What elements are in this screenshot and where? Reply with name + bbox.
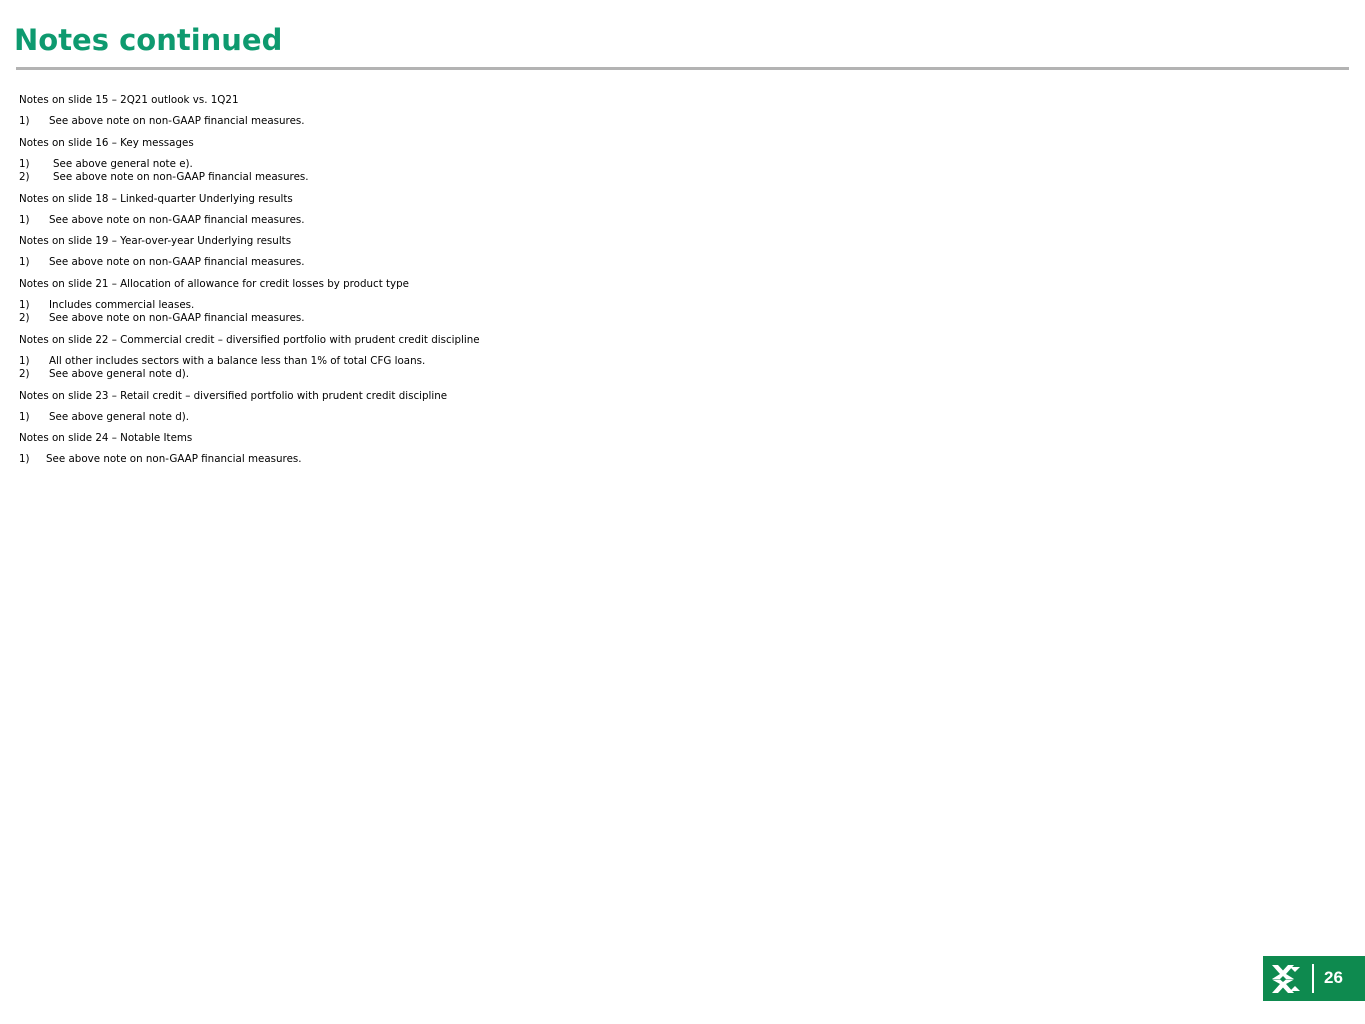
note-number: 1) [19,354,30,367]
note-text: All other includes sectors with a balance less than 1% of total CFG loans. [49,354,426,367]
notes-section-slide-18 [19,193,919,228]
title-divider [16,67,1349,70]
section-heading: Notes on slide 16 – Key messages [19,136,194,149]
note-list [19,355,919,382]
section-heading: Notes on slide 21 – Allocation of allowance for credit losses by product type [19,277,410,290]
note-number: 1) [19,157,30,170]
note-number: 1) [19,298,30,311]
note-number: 1) [19,453,30,465]
section-heading: Notes on slide 19 – Year-over-year Underlying results [19,235,292,247]
note-item [19,158,919,172]
note-list [19,115,919,129]
notes-section-slide-24 [19,432,919,467]
note-text: See above general note d). [49,368,190,380]
badge-divider [1312,964,1314,993]
note-number: 1) [19,410,30,423]
note-list [19,256,919,270]
note-item [19,453,919,467]
note-text: See above note on non-GAAP financial measures. [53,171,309,183]
note-item [19,368,919,382]
notes-section-slide-22 [19,334,919,382]
note-number: 2) [19,171,30,183]
note-item [19,299,919,313]
note-text: See above general note d). [49,410,190,423]
page-number-badge [1263,956,1365,1001]
note-text: See above general note e). [53,157,193,170]
notes-body [19,94,919,475]
page-title: Notes continued [14,23,283,57]
section-heading: Notes on slide 22 – Commercial credit – diversified portfolio with prudent credit discipline [19,333,480,346]
note-list [19,411,919,425]
note-item [19,411,919,425]
note-item [19,355,919,369]
note-number: 1) [19,256,30,268]
note-item [19,115,919,129]
note-text: See above note on non-GAAP financial measures. [49,213,305,226]
page-number: 26 [1324,968,1343,987]
note-text: See above note on non-GAAP financial measures. [49,312,305,324]
note-number: 2) [19,312,30,324]
note-list [19,453,919,467]
note-list [19,158,919,185]
note-list [19,214,919,228]
section-heading: Notes on slide 15 – 2Q21 outlook vs. 1Q21 [19,94,239,106]
note-item [19,214,919,228]
note-number: 2) [19,368,30,380]
section-heading: Notes on slide 23 – Retail credit – diversified portfolio with prudent credit discipline [19,389,448,402]
note-item [19,312,919,326]
notes-section-slide-19 [19,235,919,270]
note-text: See above note on non-GAAP financial measures. [49,115,305,127]
note-list [19,299,919,326]
note-text: See above note on non-GAAP financial measures. [46,453,302,465]
section-heading: Notes on slide 18 – Linked-quarter Underlying results [19,192,293,205]
note-number: 1) [19,213,30,226]
citizens-bank-logo-icon [1272,965,1300,993]
notes-section-slide-16 [19,137,919,185]
notes-section-slide-21 [19,278,919,326]
note-text: See above note on non-GAAP financial measures. [49,256,305,268]
section-heading: Notes on slide 24 – Notable Items [19,432,193,444]
notes-section-slide-15 [19,94,919,129]
note-item [19,171,919,185]
notes-section-slide-23 [19,390,919,425]
note-text: Includes commercial leases. [49,298,195,311]
note-item [19,256,919,270]
note-number: 1) [19,115,30,127]
